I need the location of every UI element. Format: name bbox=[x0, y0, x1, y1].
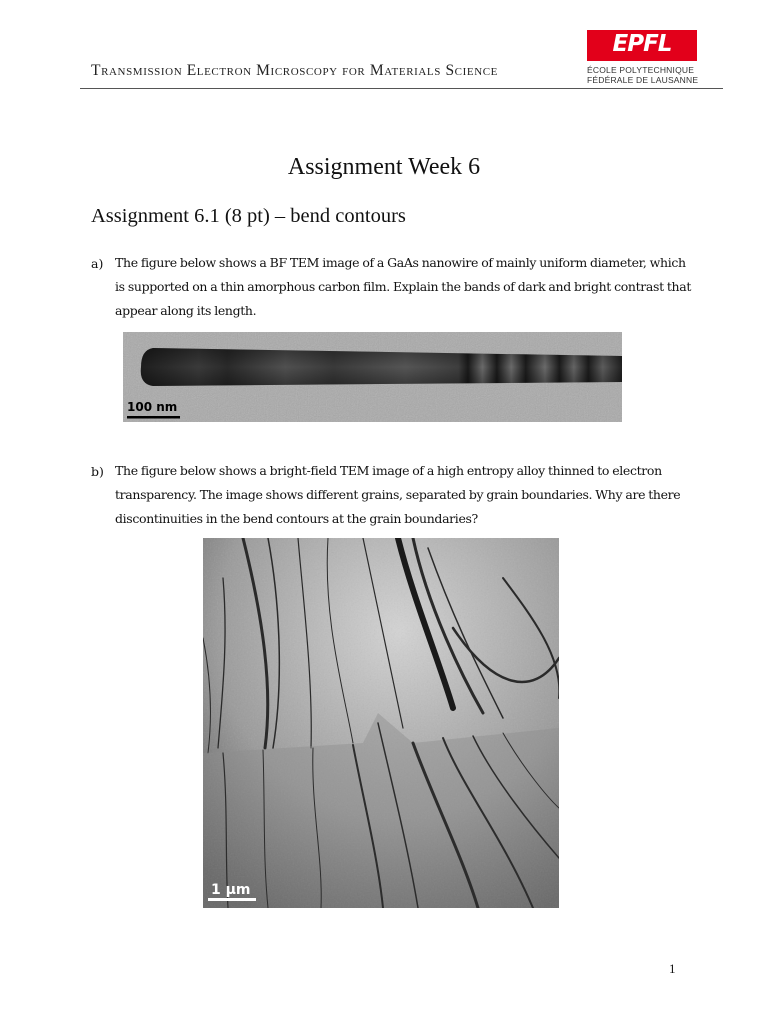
header-title: Transmission Electron Microscopy for Materials Science bbox=[91, 62, 498, 79]
document-title: Assignment Week 6 bbox=[287, 154, 481, 180]
nanowire-tem-image bbox=[123, 332, 622, 422]
question-a-text: The figure below shows a BF TEM image of a GaAs nanowire of mainly uniform diameter, which is supported on a thin amorphous carbon film. Explain the bands of dark and bright contrast that appear along its length. bbox=[115, 255, 692, 318]
nanowire-image-graphic bbox=[123, 332, 622, 422]
question-b-text: The figure below shows a bright-field TEM image of a high entropy alloy thinned to electron transparency. The image shows different grains, separated by grain boundaries. Why are there discontinuities in the bend contours at the grain boundaries? bbox=[115, 463, 681, 526]
alloy-scale-bar-label: 1 µm bbox=[211, 882, 251, 898]
logo-red-block bbox=[587, 30, 697, 61]
question-a-label: a) bbox=[91, 256, 104, 271]
alloy-image-graphic bbox=[203, 538, 559, 908]
page-number: 1 bbox=[669, 961, 676, 976]
logo-line2: FÉDÉRALE DE LAUSANNE bbox=[587, 75, 699, 85]
header-rule bbox=[80, 88, 723, 89]
logo-mark: EPFL bbox=[612, 31, 672, 57]
logo-line1: ÉCOLE POLYTECHNIQUE bbox=[587, 65, 695, 75]
question-b-label: b) bbox=[91, 464, 104, 479]
nanowire-scale-bar-label: 100 nm bbox=[127, 400, 178, 414]
epfl-logo bbox=[587, 30, 697, 85]
alloy-tem-image bbox=[203, 538, 559, 908]
section-title: Assignment 6.1 (8 pt) – bend contours bbox=[91, 205, 406, 227]
